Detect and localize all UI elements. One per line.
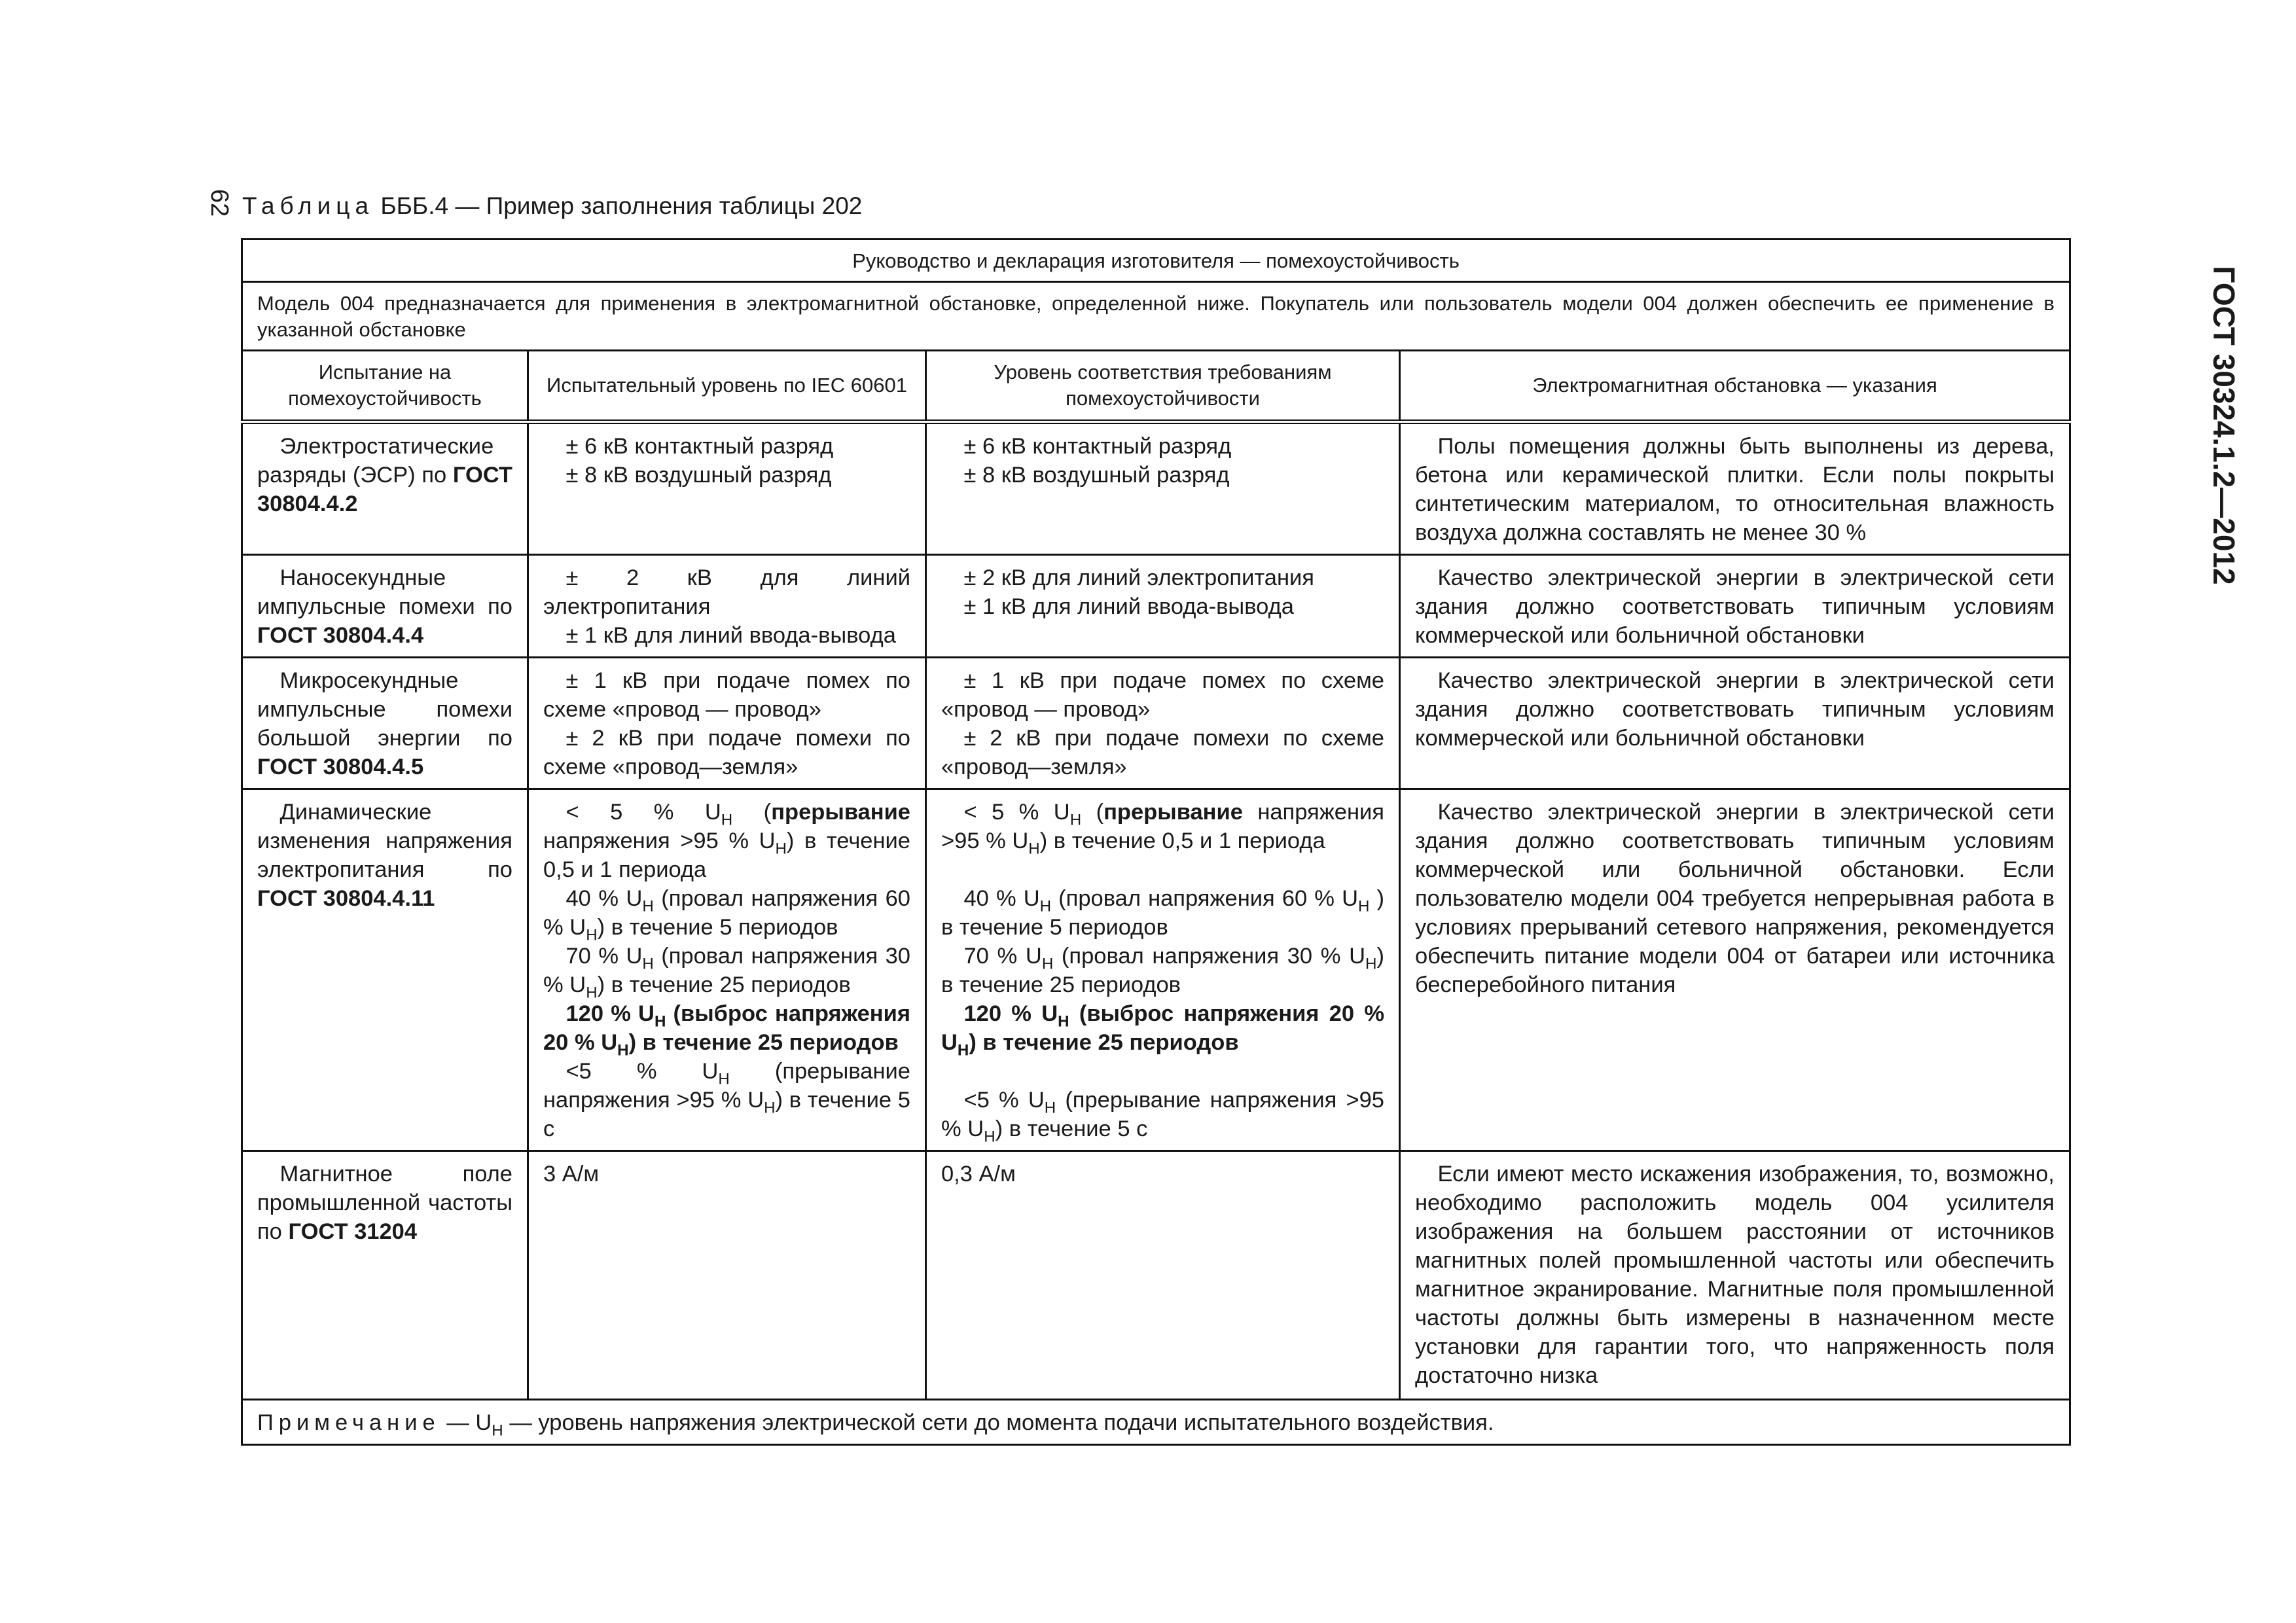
table-caption: [242, 190, 862, 223]
standard-ref: ГОСТ 30804.4.11: [257, 886, 435, 911]
caption-label: Таблица: [242, 192, 374, 219]
standard-ref: ГОСТ 31204: [288, 1219, 418, 1244]
compliance-cell: 0,3 А/м: [926, 1151, 1400, 1400]
environment-cell: Качество электрической энергии в электрической сети здания должно соответствовать типичным условиям коммерческой или больничной обстановки: [1400, 555, 2070, 658]
level-cell: ± 6 кВ контактный разряд ± 8 кВ воздушный разряд: [528, 422, 926, 555]
table-note: Примечание — $U_Н$ — уровень напряжения электрической сети до момента подачи испытательного воздействия.: [242, 1400, 2070, 1445]
test-cell: Магнитное поле промышленной частоты по ГОСТ 31204: [242, 1151, 528, 1400]
test-cell: Динамические изменения напряжения электропитания по ГОСТ 30804.4.11: [242, 789, 528, 1151]
table-row: [242, 555, 2070, 658]
environment-cell: Качество электрической энергии в электрической сети здания должно соответствовать типичным условиям коммерческой или больничной обстановки: [1400, 658, 2070, 789]
table-row: [242, 1151, 2070, 1400]
column-header: Испытательный уровень по IEC 60601: [528, 351, 926, 422]
table-header: Руководство и декларация изготовителя — помехоустойчивость: [242, 240, 2070, 282]
page-number: 62: [206, 188, 233, 217]
column-header: Испытание на помехоустойчивость: [242, 351, 528, 422]
test-cell: Электростатические разряды (ЭСР) по ГОСТ 30804.4.2: [242, 422, 528, 555]
compliance-cell: ± 6 кВ контактный разряд ± 8 кВ воздушный разряд: [926, 422, 1400, 555]
compliance-cell: < 5 % $U_Н$ (прерывание напряжения >95 % $U_Н$) в течение 0,5 и 1 периода 40 % $U_Н$ (провал напряжения 60 % $U_Н$ ) в течение 5 периодов 70 % $U_Н$ (провал напряжения 30 % $U_Н$) в течение 25 периодов 120 % $U_Н$ (выброс напряжения 20 % $U_Н$) в течение 25 периодов <5 % $U_Н$ (прерывание напряжения >95 % $U_Н$) в течение 5 с: [926, 789, 1400, 1151]
column-header: Электромагнитная обстановка — указания: [1400, 351, 2070, 422]
standard-ref: ГОСТ 30804.4.5: [257, 755, 424, 779]
standard-ref: ГОСТ 30804.4.4: [257, 623, 424, 648]
note-row: [242, 1400, 2070, 1445]
test-cell: Микросекундные импульсные помехи большой энергии по ГОСТ 30804.4.5: [242, 658, 528, 789]
standard-ref: ГОСТ 30804.4.2: [257, 463, 512, 516]
table-row: [242, 422, 2070, 555]
column-headers: [242, 351, 2070, 422]
level-cell: ± 2 кВ для линий электропитания ± 1 кВ для линий ввода-вывода: [528, 555, 926, 658]
test-cell: Наносекундные импульсные помехи по ГОСТ 30804.4.4: [242, 555, 528, 658]
table-row: [242, 658, 2070, 789]
level-cell: 3 А/м: [528, 1151, 926, 1400]
table-intro: Модель 004 предназначается для применения в электромагнитной обстановке, определенной ниже. Покупатель или пользователь модели 004 должен обеспечить ее применение в указанной обстановке: [242, 282, 2070, 351]
level-cell: ± 1 кВ при подаче помех по схеме «провод — провод» ± 2 кВ при подаче помехи по схеме «провод—земля»: [528, 658, 926, 789]
caption-title: — Пример заполнения таблицы 202: [455, 192, 863, 219]
immunity-table: [241, 238, 2071, 1446]
compliance-cell: ± 2 кВ для линий электропитания ± 1 кВ для линий ввода-вывода: [926, 555, 1400, 658]
document-code: ГОСТ 30324.1.2—2012: [2207, 266, 2241, 585]
caption-id: БББ.4: [380, 192, 449, 219]
level-cell: < 5 % $U_Н$ (прерывание напряжения >95 % $U_Н$) в течение 0,5 и 1 периода 40 % $U_Н$ (провал напряжения 60 % $U_Н$) в течение 5 периодов 70 % $U_Н$ (провал напряжения 30 % $U_Н$) в течение 25 периодов 120 % $U_Н$ (выброс напряжения 20 % $U_Н$) в течение 25 периодов <5 % $U_Н$ (прерывание напряжения >95 % $U_Н$) в течение 5 с: [528, 789, 926, 1151]
environment-cell: Если имеют место искажения изображения, то, возможно, необходимо расположить модель 004 усилителя изображения на большем расстоянии от источников магнитных полей промышленной частоты или обеспечить магнитное экранирование. Магнитные поля промышленной частоты должны быть измерены в назначенном месте установки для гарантии того, что напряженность поля достаточно низка: [1400, 1151, 2070, 1400]
column-header: Уровень соответствия требованиям помехоустойчивости: [926, 351, 1400, 422]
environment-cell: Качество электрической энергии в электрической сети здания должно соответствовать типичным условиям коммерческой или больничной обстановки. Если пользователю модели 004 требуется непрерывная работа в условиях прерываний сетевого напряжения, рекомендуется обеспечить питание модели 004 от батареи или источника бесперебойного питания: [1400, 789, 2070, 1151]
compliance-cell: ± 1 кВ при подаче помех по схеме «провод — провод» ± 2 кВ при подаче помехи по схеме «провод—земля»: [926, 658, 1400, 789]
table-row: [242, 789, 2070, 1151]
environment-cell: Полы помещения должны быть выполнены из дерева, бетона или керамической плитки. Если полы покрыты синтетическим материалом, то относительная влажность воздуха должна составлять не менее 30 %: [1400, 422, 2070, 555]
